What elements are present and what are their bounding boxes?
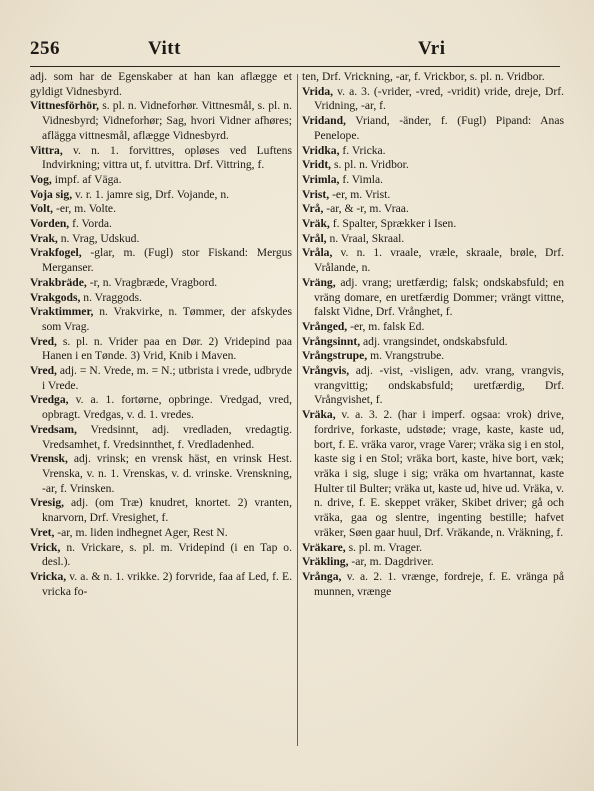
entry-definition: v. a. 3. (-vrider, -vred, -vridit) vride, dreje, Drf. Vridning, -ar, f.	[314, 84, 564, 113]
entry-definition: n. Vrag, Udskud.	[60, 231, 140, 245]
dictionary-entry	[30, 423, 292, 452]
entry-definition: adj. vrinsk; en vrensk häst, en vrinsk Hest. Vrenska, v. n. 1. Vrenskas, v. d. vrinske. Vrenskning, -ar, f. Vrinsken.	[42, 452, 292, 495]
entry-headword: Vrångsinnt,	[302, 334, 361, 348]
dictionary-entry	[30, 202, 292, 217]
entry-headword: Vrål,	[302, 231, 327, 245]
entry-headword: Vräkare,	[302, 540, 346, 554]
dictionary-entry	[30, 452, 292, 496]
right-column	[302, 70, 564, 599]
entry-headword: Vrensk,	[30, 452, 68, 466]
dictionary-entry	[302, 276, 564, 320]
entry-definition: -er, m. Vrist.	[332, 187, 391, 201]
header-rule	[30, 66, 560, 67]
entry-headword: Vråla,	[302, 246, 333, 260]
entry-headword: Vred,	[30, 334, 57, 348]
entry-definition: s. pl. n. Vidneforhør. Vittnesmål, s. pl. n. Vidnesbyrd; Vidneforhør; Sag, hvori Vidner afhøres; afläggа vittnesmål, aflægge Vidnesbyrd.	[42, 99, 293, 142]
dictionary-entry	[302, 246, 564, 275]
entry-headword: Vredga,	[30, 393, 69, 407]
dictionary-entry	[30, 144, 292, 173]
entry-headword: Vret,	[30, 525, 55, 539]
entry-headword: Vrakbräde,	[30, 275, 87, 289]
dictionary-entry	[30, 70, 292, 99]
entry-definition: Vredsinnt, adj. vredladen, vredagtig. Vredsamhet, f. Vredsinnthet, f. Vredladenhed.	[42, 422, 292, 451]
dictionary-entry	[302, 555, 564, 570]
page-header	[0, 38, 594, 68]
dictionary-entry	[30, 232, 292, 247]
entry-headword: Vräk,	[302, 217, 330, 231]
entry-definition: -er, m. Volte.	[56, 202, 116, 216]
entry-definition: impf. af Väga.	[54, 172, 122, 186]
entry-headword: Vred,	[30, 364, 57, 378]
entry-definition: v. r. 1. jamre sig, Drf. Vojande, n.	[75, 187, 230, 201]
dictionary-entry	[30, 335, 292, 364]
entry-definition: v. a. 1. fortørne, opbringe. Vredgad, vred, opbragt. Vredgas, v. d. 1. vredes.	[42, 393, 293, 422]
entry-definition: -ar, & -r, m. Vraa.	[326, 202, 409, 216]
dictionary-entry	[30, 393, 292, 422]
entry-definition: v. a. 3. 2. (har i imperf. ogsaa: vrok) drive, fordrive, forkaste, udstøde; vrage, kaste, kaste ud, bort, f. E. vräka varor, vrage Varer; vräka sig i en stol, kaste sig i en Stol; vräka bort, kaste, hive bort, væk; vräka i sig, sluge i sig; vräka om hvartannat, kaste Hulter til Bulter; vräka ut, kaste ud, hive ud. Vräka, v. n. drive, f. E. skeppet vräker, Skibet driver; gå och vräka, gaa og slentre, ingenting bestille; hafvet vräker, Søen gaar huul, Drf. Vräkande, n. Vräkning, f.	[314, 408, 564, 539]
dictionary-entry	[302, 232, 564, 247]
entry-definition: s. pl. n. Vridbor.	[334, 158, 409, 172]
entry-definition: n. Vraal, Skraal.	[329, 231, 405, 245]
dictionary-entry	[302, 408, 564, 540]
dictionary-entry	[302, 158, 564, 173]
entry-definition: v. n. 1. vraale, vræle, skraale, brøle, Drf. Vrålande, n.	[314, 246, 564, 275]
dictionary-entry	[302, 570, 564, 599]
entry-headword: Vredsam,	[30, 422, 77, 436]
dictionary-entry	[30, 276, 292, 291]
dictionary-entry	[30, 305, 292, 334]
entry-definition: f. Vorda.	[72, 217, 112, 231]
entry-definition: v. a. 2. 1. vrænge, fordreje, f. E. vränga på munnen, vrænge	[314, 569, 564, 598]
entry-headword: Vridand,	[302, 114, 346, 128]
dictionary-entry	[30, 526, 292, 541]
dictionary-entry	[302, 217, 564, 232]
dictionary-entry	[302, 541, 564, 556]
dictionary-entry	[302, 173, 564, 188]
entry-headword: Vrånga,	[302, 569, 342, 583]
entry-definition: f. Vimla.	[342, 172, 383, 186]
entry-definition: adj. (om Træ) knudret, knortet. 2) vranten, knarvorn, Drf. Vresighet, f.	[42, 496, 293, 525]
entry-definition: ten, Drf. Vrickning, -ar, f. Vrickbor, s. pl. n. Vridbor.	[302, 70, 545, 83]
entry-definition: adj. vrangsindet, ondskabsfuld.	[363, 334, 508, 348]
entry-definition: adj. vrang; uretfærdig; falsk; ondskabsfuld; en vräng domare, en uretfærdig Dommer; vrängt vittne, falskt Vidne, Drf. Vrånghet, f.	[314, 275, 564, 319]
entry-definition: n. Vraggods.	[83, 290, 142, 304]
entry-definition: adj. = N. Vrede, m. = N.; utbrista i vrede, udbryde i Vrede.	[42, 364, 292, 392]
dictionary-entry	[302, 320, 564, 335]
entry-headword: Vog,	[30, 172, 52, 186]
dictionary-entry	[30, 217, 292, 232]
dictionary-entry	[302, 85, 564, 114]
dictionary-entry	[302, 335, 564, 350]
entry-headword: Vrick,	[30, 540, 61, 554]
entry-headword: Volt,	[30, 202, 54, 216]
entry-headword: Vraktimmer,	[30, 305, 94, 319]
entry-headword: Vrak,	[30, 231, 58, 245]
dictionary-entry	[30, 570, 292, 599]
entry-headword: Vrå,	[302, 202, 324, 216]
entry-headword: Vittra,	[30, 143, 63, 157]
entry-definition: -ar, m. Dagdriver.	[351, 555, 434, 569]
entry-definition: -er, m. falsk Ed.	[350, 319, 425, 333]
entry-headword: Vräka,	[302, 408, 336, 422]
entry-definition: v. a. & n. 1. vrikke. 2) forvride, faa af Led, f. E. vricka fo-	[42, 569, 292, 598]
dictionary-entry	[302, 349, 564, 364]
entry-definition: m. Vrangstrube.	[370, 349, 445, 363]
dictionary-entry	[30, 291, 292, 306]
entry-headword: Voja sig,	[30, 187, 73, 201]
entry-definition: n. Vrickare, s. pl. m. Vridepind (i en Tap o. desl.).	[42, 540, 292, 569]
entry-headword: Vrimla,	[302, 172, 340, 186]
dictionary-entry	[302, 364, 564, 408]
dictionary-entry	[30, 496, 292, 525]
entry-headword: Vrångvis,	[302, 364, 350, 378]
entry-definition: s. pl. n. Vrider paa en Dør. 2) Vridepind paa Hanen i en Tønde. 3) Vrid, Knib i Maven.	[42, 334, 292, 363]
entry-definition: -ar, m. liden indhegnet Ager, Rest N.	[57, 525, 228, 539]
column-divider	[297, 74, 298, 746]
entry-definition: -r, n. Vragbræde, Vragbord.	[89, 275, 218, 289]
entry-headword: Vrist,	[302, 187, 330, 201]
entry-headword: Vrångstrupe,	[302, 349, 368, 363]
entry-headword: Vricka,	[30, 569, 67, 583]
dictionary-entry	[30, 364, 292, 393]
dictionary-entry	[30, 173, 292, 188]
dictionary-entry	[302, 188, 564, 203]
entry-definition: v. n. 1. forvittres, opløses ved Luftens Indvirkning; vittra ut, f. utvittra. Drf. Vittring, f.	[42, 143, 292, 172]
dictionary-entry	[302, 114, 564, 143]
entry-headword: Vorden,	[30, 217, 70, 231]
entry-headword: Vräng,	[302, 275, 336, 289]
entry-headword: Vresig,	[30, 496, 65, 510]
entry-headword: Vridt,	[302, 158, 332, 172]
entry-headword: Vrakfogel,	[30, 246, 82, 260]
entry-definition: adj. -vist, -visligen, adv. vrang, vrangvis, vrangvittig; ondskabsfuld; uretfærdig, Drf. Vrångvishet, f.	[314, 364, 564, 407]
dictionary-entry	[30, 541, 292, 570]
entry-headword: Vrida,	[302, 84, 334, 98]
entry-headword: Vräkling,	[302, 555, 349, 569]
entry-definition: f. Vricka.	[342, 143, 386, 157]
entry-definition: Vriand, -änder, f. (Fugl) Pipand: Anas Penelope.	[314, 114, 564, 142]
dictionary-entry	[302, 144, 564, 159]
entry-definition: s. pl. m. Vrager.	[348, 540, 423, 554]
dictionary-entry	[30, 99, 292, 143]
entry-definition: n. Vrakvirke, n. Tømmer, der afskydes som Vrag.	[42, 305, 292, 333]
left-column	[30, 70, 292, 599]
entry-headword: Vridka,	[302, 143, 340, 157]
dictionary-entry	[302, 70, 564, 85]
entry-headword: Vittnesförhör,	[30, 99, 100, 113]
page-number: 256	[30, 38, 60, 59]
entry-headword: Vrånged,	[302, 319, 348, 333]
entry-headword: Vrakgods,	[30, 290, 81, 304]
right-guide-word: Vri	[418, 38, 446, 59]
dictionary-entry	[30, 188, 292, 203]
entry-definition: f. Spalter, Sprækker i Isen.	[332, 217, 457, 231]
left-guide-word: Vitt	[148, 38, 181, 59]
dictionary-entry	[302, 202, 564, 217]
dictionary-entry	[30, 246, 292, 275]
entry-definition: adj. som har de Egenskaber at han kan aflægge et gyldigt Vidnesbyrd.	[30, 70, 292, 98]
entry-definition: -glar, m. (Fugl) stor Fiskand: Mergus Merganser.	[42, 246, 292, 275]
